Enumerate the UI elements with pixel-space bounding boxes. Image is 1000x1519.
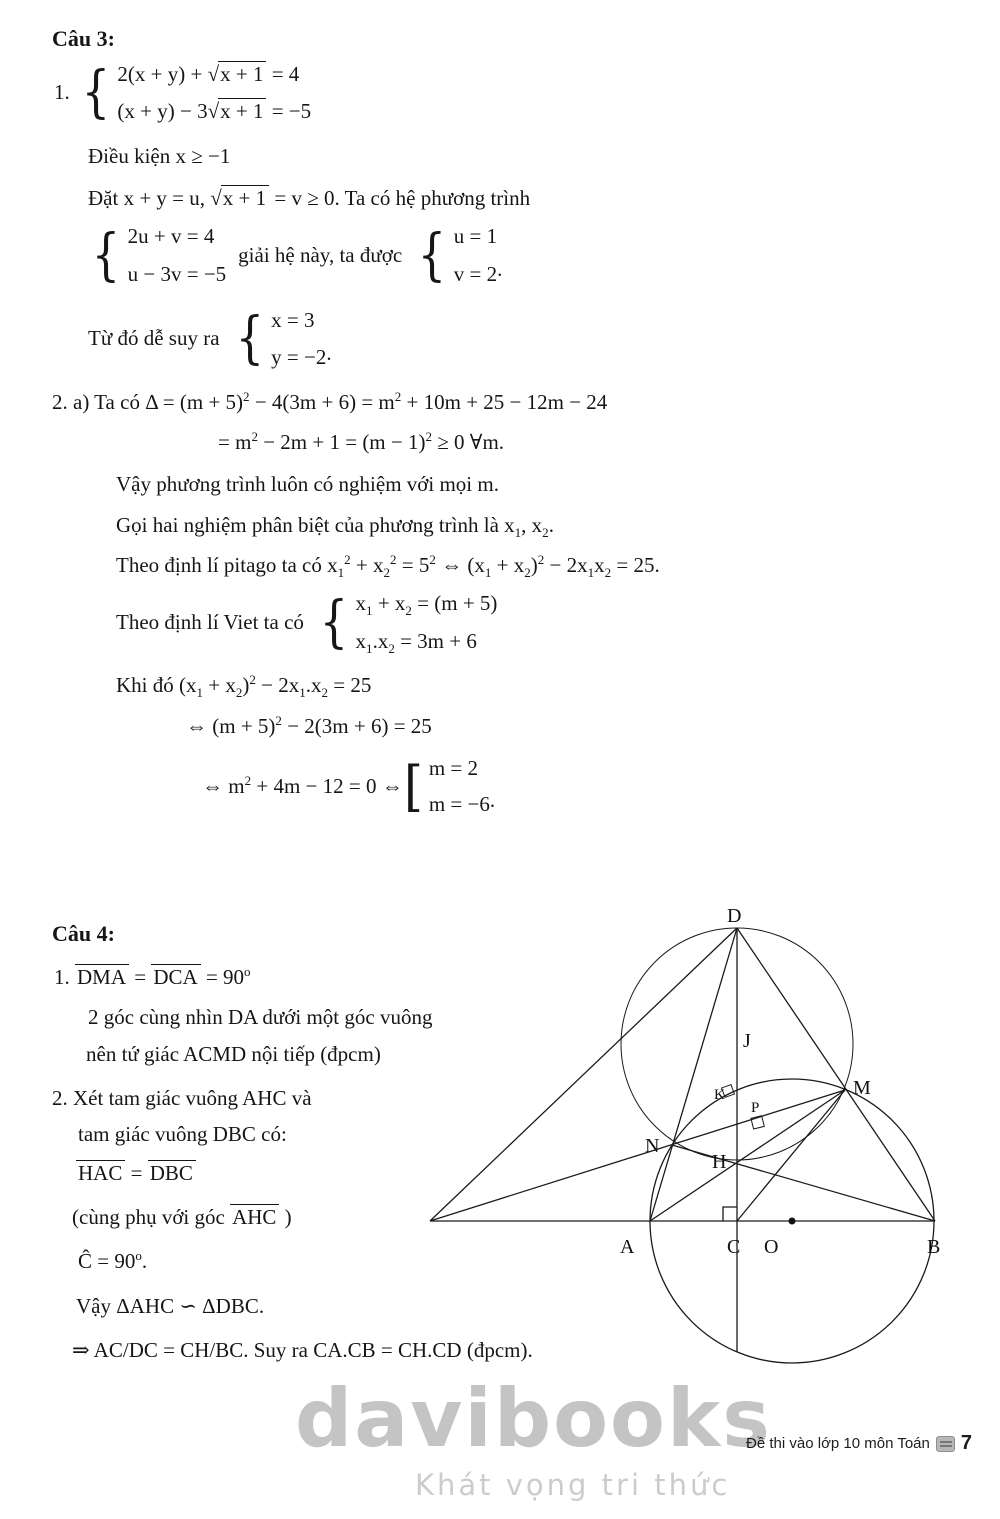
substitution-line: Đặt x + y = u, √x + 1 = v ≥ 0. Ta có hệ phương trình <box>88 186 531 211</box>
equiv-line-1: ⇔ $(m + 5)^2 - 2(3m + 6) = 25$ <box>186 712 432 738</box>
roots-named-line: Gọi hai nghiệm phân biệt của phương trình là $x_1$, $x_2$. <box>116 512 554 540</box>
page-number: 7 <box>960 1432 972 1454</box>
khi-do-line: Khi đó $(x_1 + x_2)^2 - 2x_1.x_2 = 25$ <box>116 672 372 701</box>
viet-system-row <box>116 589 970 655</box>
cyclic-quad-line: nên tứ giác ACMD nội tiếp (đpcm) <box>86 1041 381 1066</box>
delta-expansion-line: 2. a) Ta có $\Delta = (m + 5)^2 - 4(3m + 6) = m^2 + 10m + 25 - 12m - 24$ <box>52 388 608 414</box>
equation-line: { 2(x + y) + √x + 1 = 4 <box>117 62 300 86</box>
connector-text: Từ đó dễ suy ra <box>88 326 220 351</box>
watermark-tagline: Khát vọng tri thức <box>415 1468 731 1502</box>
point-label-D: D <box>727 905 742 927</box>
equation-line: (x + y) − 3√x + 1 = −5 <box>117 99 312 124</box>
point-label-P: P <box>751 1100 760 1116</box>
point-label-H: H <box>712 1151 727 1173</box>
connector-text: Theo định lí Viet ta có <box>116 609 304 634</box>
point-label-M: M <box>853 1077 871 1099</box>
angle-equality-line: HAC = DBC <box>76 1159 752 1187</box>
similar-triangles-line: Vậy ΔAHC ∽ ΔDBC. <box>76 1293 265 1318</box>
conclusion-system-row <box>88 306 970 372</box>
case-line: [ m = 2 <box>428 755 478 780</box>
equation-system <box>316 589 498 655</box>
cau3-system-1 <box>54 60 970 126</box>
equation-system <box>78 60 311 126</box>
ratio-conclusion-line: ⇒ AC/DC = CH/BC. Suy ra CA.CB = CH.CD (đpcm). <box>72 1338 533 1363</box>
line-DB <box>737 928 935 1221</box>
period: . <box>497 257 503 282</box>
point-label-A: A <box>620 1236 635 1258</box>
solve-system-row <box>88 222 970 288</box>
publisher-logo-icon <box>936 1436 955 1452</box>
point-label-O: O <box>764 1236 779 1258</box>
condition-line: Điều kiện x ≥ −1 <box>88 143 231 168</box>
page-footer <box>746 1432 972 1455</box>
right-angle-C-line: Ĉ = $90^o$. <box>78 1248 148 1274</box>
equation-line: v = 2 <box>453 261 498 286</box>
watermark-logo: davibooks <box>295 1372 772 1465</box>
equation-system <box>414 222 497 288</box>
equation-line: u − 3v = −5 <box>127 261 227 286</box>
connector-text: giải hệ này, ta được <box>238 242 403 267</box>
footer-exam-title: Đề thi vào lớp 10 môn Toán <box>746 1435 930 1452</box>
case-bracket <box>403 754 490 819</box>
point-label-N: N <box>645 1135 660 1157</box>
pythagoras-line: Theo định lí pitago ta có $x_1^2 + x_2^2 = 5^2$ ⇔ $(x_1 + x_2)^2 - 2x_1x_2 = 25$. <box>116 552 660 581</box>
cau4-heading: Câu 4: <box>52 921 115 946</box>
equiv-line-2: ⇔ $m^2 + 4m - 12 = 0$ ⇔ <box>202 773 403 799</box>
equation-line: { $x_1 + x_2 = (m + 5)$ <box>355 591 498 619</box>
point-label-C: C <box>727 1236 741 1258</box>
period: . <box>326 340 332 365</box>
consider-triangles-2: tam giác vuông DBC có: <box>78 1122 287 1147</box>
complement-note-line: (cùng phụ với góc AHC ) <box>72 1205 292 1230</box>
point-label-B: B <box>927 1236 941 1258</box>
two-angles-line: 2 góc cùng nhìn DA dưới một góc vuông <box>88 1005 433 1030</box>
angles-equal-line: 1. DMA = DCA = $90^o$ <box>54 964 251 989</box>
center-dot-O <box>789 1218 796 1225</box>
equation-line: y = −2 <box>271 345 327 370</box>
item-number: 1. <box>54 80 70 105</box>
case-line: m = −6 <box>428 792 490 817</box>
equation-line: { u = 1 <box>453 224 498 249</box>
equation-system <box>232 306 327 372</box>
period: . <box>489 787 496 812</box>
equation-line: { 2u + v = 4 <box>127 224 215 249</box>
equation-line: $x_1.x_2 = 3m + 6$ <box>355 628 477 656</box>
final-case-row <box>202 754 970 819</box>
point-label-J: J <box>743 1030 751 1052</box>
cau3-heading: Câu 3: <box>52 26 115 51</box>
point-label-K: K <box>714 1087 725 1103</box>
section-cau4 <box>52 921 752 1364</box>
equation-line: { x = 3 <box>271 308 315 333</box>
delta-simplified-line: = $m^2 - 2m + 1 = (m - 1)^2 \ge 0$ ∀m. <box>218 429 505 455</box>
consider-triangles-1: 2. Xét tam giác vuông AHC và <box>52 1086 312 1111</box>
always-has-roots-line: Vậy phương trình luôn có nghiệm với mọi m. <box>116 472 499 497</box>
equation-system <box>88 222 226 288</box>
